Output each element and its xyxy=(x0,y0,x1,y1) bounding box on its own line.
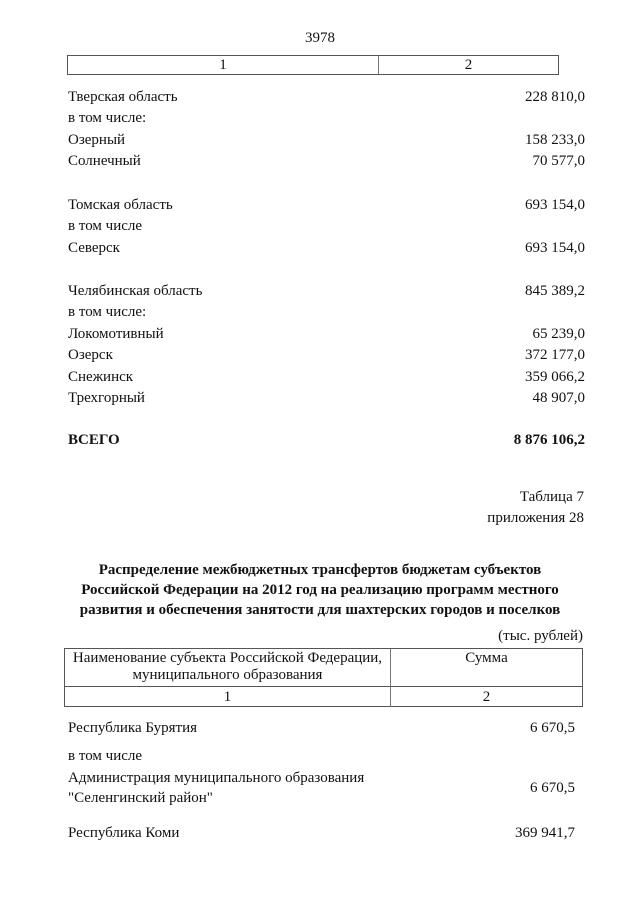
row-name: Северск xyxy=(68,240,120,256)
total-row xyxy=(68,430,585,450)
table-row xyxy=(68,216,585,236)
table-row xyxy=(68,367,585,387)
appendix-number: приложения 28 xyxy=(487,510,584,526)
table-row xyxy=(68,238,585,258)
table-title xyxy=(60,560,580,620)
row-value: 693 154,0 xyxy=(525,240,585,256)
row-name: Снежинск xyxy=(68,369,134,385)
row-name-line: "Селенгинский район" xyxy=(68,790,213,806)
row-name xyxy=(68,768,364,808)
row-value: 48 907,0 xyxy=(532,390,585,406)
row-value: 158 233,0 xyxy=(525,132,585,148)
row-value: 65 239,0 xyxy=(532,326,585,342)
table-row xyxy=(68,823,575,843)
header-text: муниципального образования xyxy=(132,667,323,683)
row-name: в том числе xyxy=(68,748,143,764)
row-value: 228 810,0 xyxy=(525,89,585,105)
row-name: Локомотивный xyxy=(68,326,164,342)
table7-header xyxy=(64,648,583,707)
title-line: Российской Федерации на 2012 год на реализацию программ местного xyxy=(81,582,559,598)
row-name: в том числе: xyxy=(68,304,147,320)
row-value: 372 177,0 xyxy=(525,347,585,363)
column-numbers-row xyxy=(65,687,582,707)
table-row xyxy=(68,195,585,215)
table-row xyxy=(68,281,585,301)
continuation-table-header xyxy=(67,55,559,75)
table-row xyxy=(68,108,585,128)
row-name: Томская область xyxy=(68,197,173,213)
title-line: развития и обеспечения занятости для шахтерских городов и поселков xyxy=(79,602,561,618)
row-name: Тверская область xyxy=(68,89,178,105)
column-number-1: 1 xyxy=(65,687,391,707)
row-value: 70 577,0 xyxy=(532,153,585,169)
table-caption xyxy=(487,487,584,529)
table-row xyxy=(68,324,585,344)
table-number: Таблица 7 xyxy=(519,489,584,505)
column-number-1: 1 xyxy=(68,56,379,74)
row-value: 693 154,0 xyxy=(525,197,585,213)
row-value: 359 066,2 xyxy=(525,369,585,385)
table-row xyxy=(68,768,575,808)
row-name: Трехгорный xyxy=(68,390,145,406)
row-name: Республика Бурятия xyxy=(68,720,198,736)
row-name: Солнечный xyxy=(68,153,141,169)
row-name: Озерный xyxy=(68,132,126,148)
table-row xyxy=(68,130,585,150)
table-row xyxy=(68,345,585,365)
units-label: (тыс. рублей) xyxy=(498,628,583,644)
table-row xyxy=(68,746,575,766)
page-number: 3978 xyxy=(305,30,335,46)
table-row xyxy=(68,302,585,322)
row-name: Челябинская область xyxy=(68,283,203,299)
row-value: 6 670,5 xyxy=(530,720,575,736)
title-line: Распределение межбюджетных трансфертов бюджетам субъектов xyxy=(98,562,542,578)
table-row xyxy=(68,151,585,171)
table-row xyxy=(68,388,585,408)
row-value: 845 389,2 xyxy=(525,283,585,299)
header-name-column xyxy=(65,649,391,686)
row-value: 6 670,5 xyxy=(530,780,575,796)
header-text: Наименование субъекта Российской Федерации, xyxy=(72,650,383,666)
row-value: 369 941,7 xyxy=(515,825,575,841)
row-name: Республика Коми xyxy=(68,825,180,841)
header-row xyxy=(65,649,582,687)
table-row xyxy=(68,718,575,738)
column-number-2: 2 xyxy=(482,689,491,705)
column-number-2: 2 xyxy=(464,57,473,73)
row-name: в том числе: xyxy=(68,110,147,126)
total-value: 8 876 106,2 xyxy=(513,432,585,448)
table-row xyxy=(68,87,585,107)
row-name: Озерск xyxy=(68,347,113,363)
row-name-line: Администрация муниципального образования xyxy=(68,770,365,786)
total-label: ВСЕГО xyxy=(68,432,120,448)
header-sum-column: Сумма xyxy=(465,650,508,666)
row-name: в том числе xyxy=(68,218,143,234)
